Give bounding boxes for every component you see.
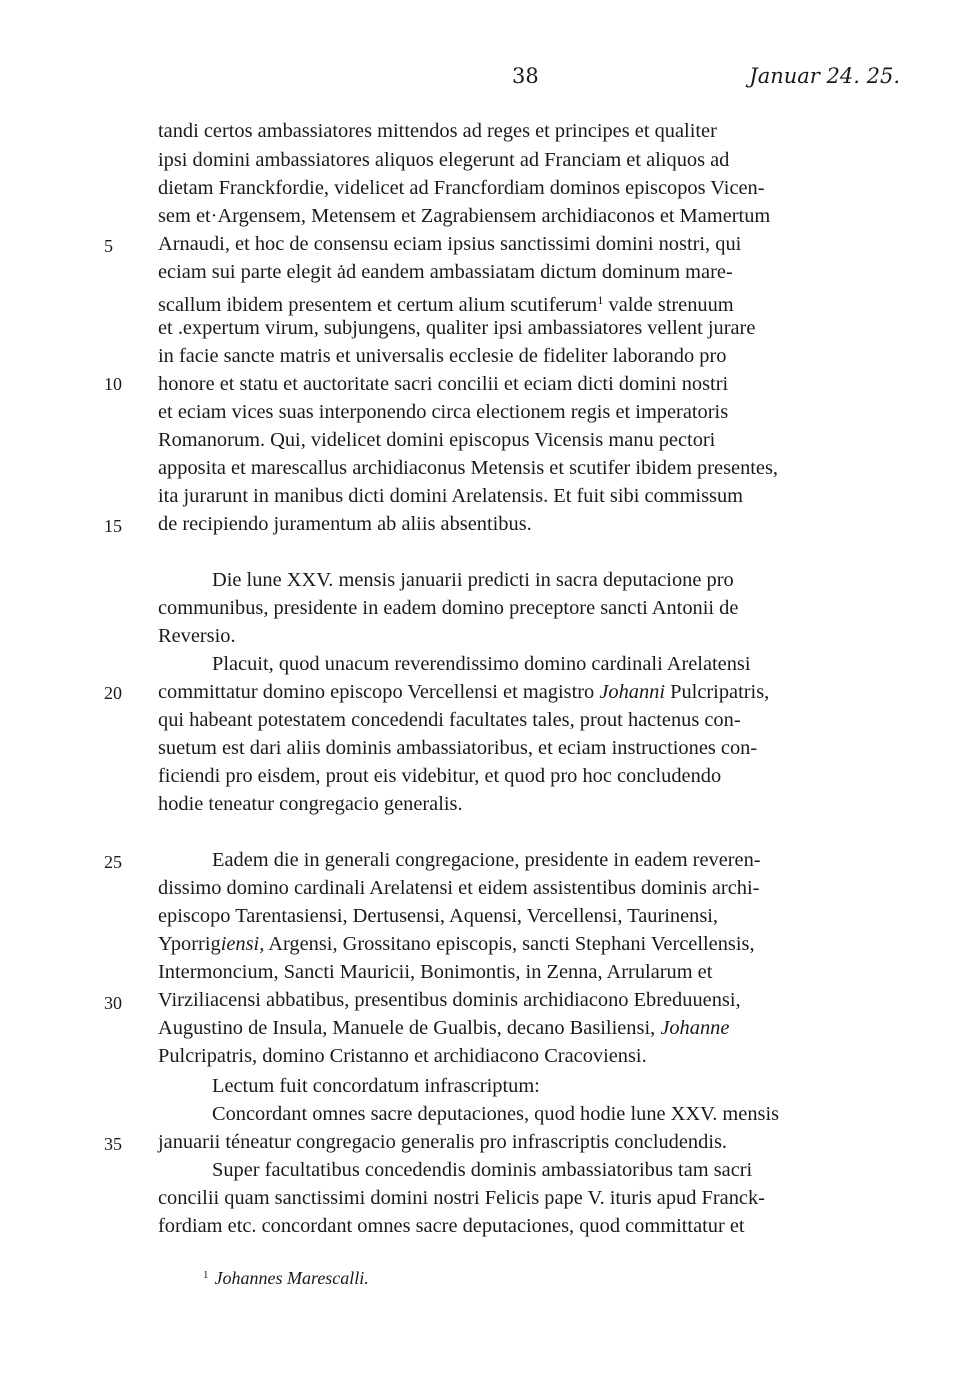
text-line: apposita et marescallus archidiaconus Metensis et scutifer ibidem presentes, [158,457,779,479]
text-line [158,1014,895,1042]
line-number: 30 [104,993,122,1013]
text-line: honore et statu et auctoritate sacri concilii et eciam dicti domini nostri [158,373,729,395]
line-number: 5 [104,236,113,256]
text-line [158,930,895,958]
text-segment: Pulcripatris, [665,681,770,703]
text-line: Placuit, quod unacum reverendissimo domino cardinali Arelatensi [212,653,751,675]
text-segment: committatur domino episcopo Vercellensi et magistro [158,681,595,703]
text-line: et eciam vices suas interponendo circa electionem regis et imperatoris [158,401,729,423]
text-line: dietam Franckfordie, videlicet ad Francfordiam dominos episcopos Vicen- [158,177,765,199]
name-italic: Johanni [599,681,666,703]
text-line: Reversio. [158,625,236,647]
text-line: in facie sancte matris et universalis ecclesie de fideliter laborando pro [158,345,727,367]
footnote-text: Johannes Marescalli. [214,1268,369,1288]
text-line: hodie teneatur congregacio generalis. [158,793,463,815]
text-line: Intermoncium, Sancti Mauricii, Bonimontis, in Zenna, Arrularum et [158,961,713,983]
text-line: ipsi domini ambassiatores aliquos elegerunt ad Franciam et aliquos ad [158,149,730,171]
text-segment: scallum ibidem presentem et certum alium scutiferum [158,294,598,316]
line-number: 10 [104,374,122,394]
text-line: ficiendi pro eisdem, prout eis videbitur, et quod pro hoc concludendo [158,765,722,787]
text-line: de recipiendo juramentum ab aliis absentibus. [158,513,532,535]
text-line: Super facultatibus concedendis dominis ambassiatoribus tam sacri [212,1159,753,1181]
text-line: Pulcripatris, domino Cristanno et archidiacono Cracoviensi. [158,1045,647,1067]
text-line: et .expertum virum, subjungens, qualiter ipsi ambassiatores vellent jurare [158,317,756,339]
text-line: communibus, presidente in eadem domino preceptore sancti Antonii de [158,597,739,619]
line-number: 15 [104,516,122,536]
footnote-marker: 1 [203,1269,209,1281]
text-line: Die lune XXV. mensis januarii predicti in sacra deputacione pro [212,569,734,591]
text-line: qui habeant potestatem concedendi facultates tales, prout hactenus con- [158,709,741,731]
text-line: eciam sui parte elegit ȧd eandem ambassiatam dictum dominum mare- [158,261,733,283]
text-segment: Yporrig [158,933,221,955]
text-line: tandi certos ambassiatores mittendos ad reges et principes et qualiter [158,120,717,142]
text-line: Romanorum. Qui, videlicet domini episcopus Vicensis manu pectori [158,429,716,451]
text-segment: Argensi, Grossitano episcopis, sancti Stephani Vercellensis, [264,933,755,955]
text-segment: Augustino de Insula, Manuele de Gualbis, decano Basiliensi, [158,1017,656,1039]
text-line: ita jurarunt in manibus dicti domini Arelatensis. Et fuit sibi commissum [158,485,744,507]
page-header [0,64,960,94]
text-segment: valde strenuum [603,294,734,316]
text-line: Lectum fuit concordatum infrascriptum: [212,1075,540,1097]
page-number: 38 [512,64,539,88]
text-line: Virziliacensi abbatibus, presentibus dominis archidiacono Ebreduuensi, [158,989,741,1011]
text-line: dissimo domino cardinali Arelatensi et eidem assistentibus dominis archi- [158,877,760,899]
text-line: sem et·Argensem, Metensem et Zagrabiensem archidiaconos et Mamertum [158,205,771,227]
text-line: concilii quam sanctissimi domini nostri Felicis pape V. ituris apud Franck- [158,1187,765,1209]
text-line: Concordant omnes sacre deputaciones, quod hodie lune XXV. mensis [212,1103,780,1125]
text-line: Eadem die in generali congregacione, presidente in eadem reveren- [212,849,761,871]
name-italic: Johanne [660,1017,730,1039]
text-line: fordiam etc. concordant omnes sacre deputaciones, quod committatur et [158,1215,745,1237]
running-head: Januar 24. 25. [749,64,900,88]
text-line: suetum est dari aliis dominis ambassiatoribus, et eciam instructiones con- [158,737,758,759]
footnote [203,1262,369,1291]
name-italic: iensi, [220,933,265,955]
footnote-ref[interactable]: 1 [597,293,604,307]
text-line: episcopo Tarentasiensi, Dertusensi, Aquensi, Vercellensi, Taurinensi, [158,905,719,927]
line-number: 25 [104,852,122,872]
line-number: 35 [104,1134,122,1154]
text-line [158,286,895,314]
text-line: januarii téneatur congregacio generalis pro infrascriptis concludendis. [158,1131,728,1153]
text-line: Arnaudi, et hoc de consensu eciam ipsius sanctissimi domini nostri, qui [158,233,742,255]
text-line [158,678,895,706]
line-number: 20 [104,683,122,703]
